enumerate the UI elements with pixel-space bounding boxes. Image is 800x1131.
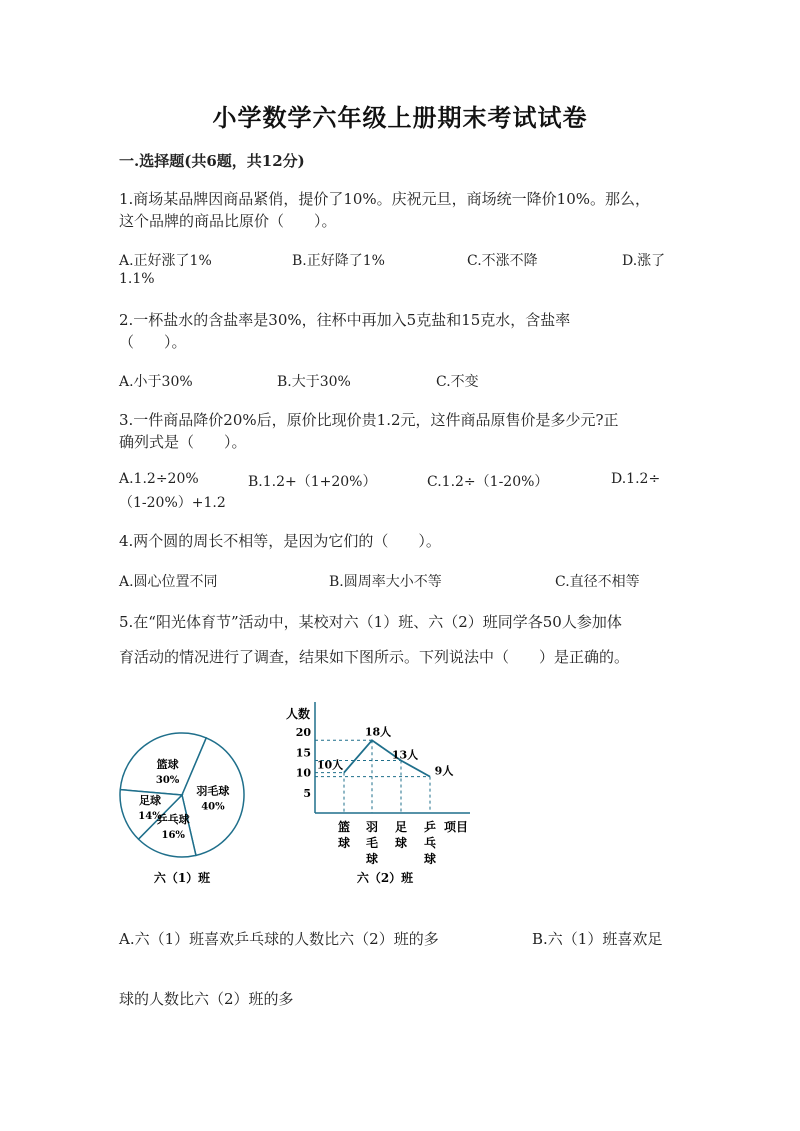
q3-option-d: D.1.2÷ — [611, 471, 661, 487]
q1-option-d: D.涨了 — [622, 253, 666, 269]
q2-option-c: C.不变 — [436, 374, 479, 390]
x-category-label: 足球 — [394, 820, 408, 850]
q3-line2: 确列式是（ ）。 — [119, 433, 247, 451]
data-label: 18人 — [364, 725, 392, 739]
q3-line1: 3.一件商品降价20%后，原价比现价贵1.2元，这件商品原售价是多少元?正 — [119, 411, 619, 429]
pie-chart-caption: 六（1）班 — [153, 871, 211, 885]
q4-option-a: A.圆心位置不同 — [119, 574, 218, 590]
q4-option-b: B.圆周率大小不等 — [329, 574, 442, 590]
pie-slice-label: 乒乓球 — [156, 813, 190, 826]
x-category-label: 乒乓球 — [423, 820, 437, 866]
pie-slice-value-label: 16% — [161, 830, 185, 841]
pie-chart — [110, 725, 260, 890]
q3-option-d-cont: （1-20%）+1.2 — [119, 495, 226, 511]
pie-slice-label: 羽毛球 — [196, 784, 230, 798]
q5-option-b-cont: 球的人数比六（2）班的多 — [119, 990, 294, 1008]
q2-line1: 2.一杯盐水的含盐率是30%，往杯中再加入5克盐和15克水，含盐率 — [119, 311, 571, 329]
y-tick-label: 5 — [303, 786, 311, 800]
section-heading: 一.选择题(共6题，共12分) — [119, 152, 305, 170]
q1-option-d-cont: 1.1% — [119, 271, 155, 287]
q1-option-a: A.正好涨了1% — [119, 253, 212, 269]
data-label: 9人 — [434, 764, 454, 778]
pie-slice-value-label: 30% — [155, 775, 180, 787]
q4-line1: 4.两个圆的周长不相等，是因为它们的（ ）。 — [119, 532, 441, 550]
q5-option-a: A.六（1）班喜欢乒乓球的人数比六（2）班的多 — [119, 930, 439, 948]
pie-slice-value-label: 14% — [138, 810, 162, 822]
q3-option-c: C.1.2÷（1-20%） — [427, 474, 549, 490]
y-tick-label: 10 — [295, 766, 311, 780]
data-label: 10人 — [316, 758, 344, 772]
q2-line2: （ ）。 — [119, 333, 187, 351]
line-chart — [270, 690, 480, 890]
q1-line1: 1.商场某品牌因商品紧俏，提价了10%。庆祝元旦，商场统一降价10%。那么， — [119, 190, 650, 208]
q1-line2: 这个品牌的商品比原价（ ）。 — [119, 212, 337, 230]
q2-option-a: A.小于30% — [119, 374, 193, 390]
y-tick-label: 20 — [295, 726, 311, 740]
q2-option-b: B.大于30% — [277, 374, 351, 390]
x-category-label: 羽毛球 — [365, 820, 379, 866]
page-title: 小学数学六年级上册期末考试试卷 — [212, 103, 588, 132]
q5-line1: 5.在“阳光体育节”活动中，某校对六（1）班、六（2）班同学各50人参加体 — [119, 613, 622, 631]
pie-slice-value-label: 40% — [201, 801, 225, 813]
line-chart-ylabel: 人数 — [286, 707, 311, 721]
pie-slice-label: 篮球 — [156, 758, 179, 772]
q1-option-b: B.正好降了1% — [292, 253, 385, 269]
x-category-label: 篮球 — [337, 820, 351, 850]
q1-option-c: C.不涨不降 — [467, 253, 538, 269]
y-tick-label: 15 — [295, 746, 311, 760]
data-label: 13人 — [391, 748, 419, 762]
q5-option-b: B.六（1）班喜欢足 — [532, 930, 663, 948]
q5-line2: 育活动的情况进行了调查，结果如下图所示。下列说法中（ ）是正确的。 — [119, 648, 630, 666]
q4-option-c: C.直径不相等 — [555, 574, 640, 590]
line-chart-caption: 六（2）班 — [356, 871, 414, 885]
line-chart-xlabel: 项目 — [443, 820, 469, 834]
q3-option-b: B.1.2+（1+20%） — [248, 474, 377, 490]
pie-slice-label: 足球 — [139, 793, 161, 807]
q3-option-a: A.1.2÷20% — [119, 471, 199, 487]
